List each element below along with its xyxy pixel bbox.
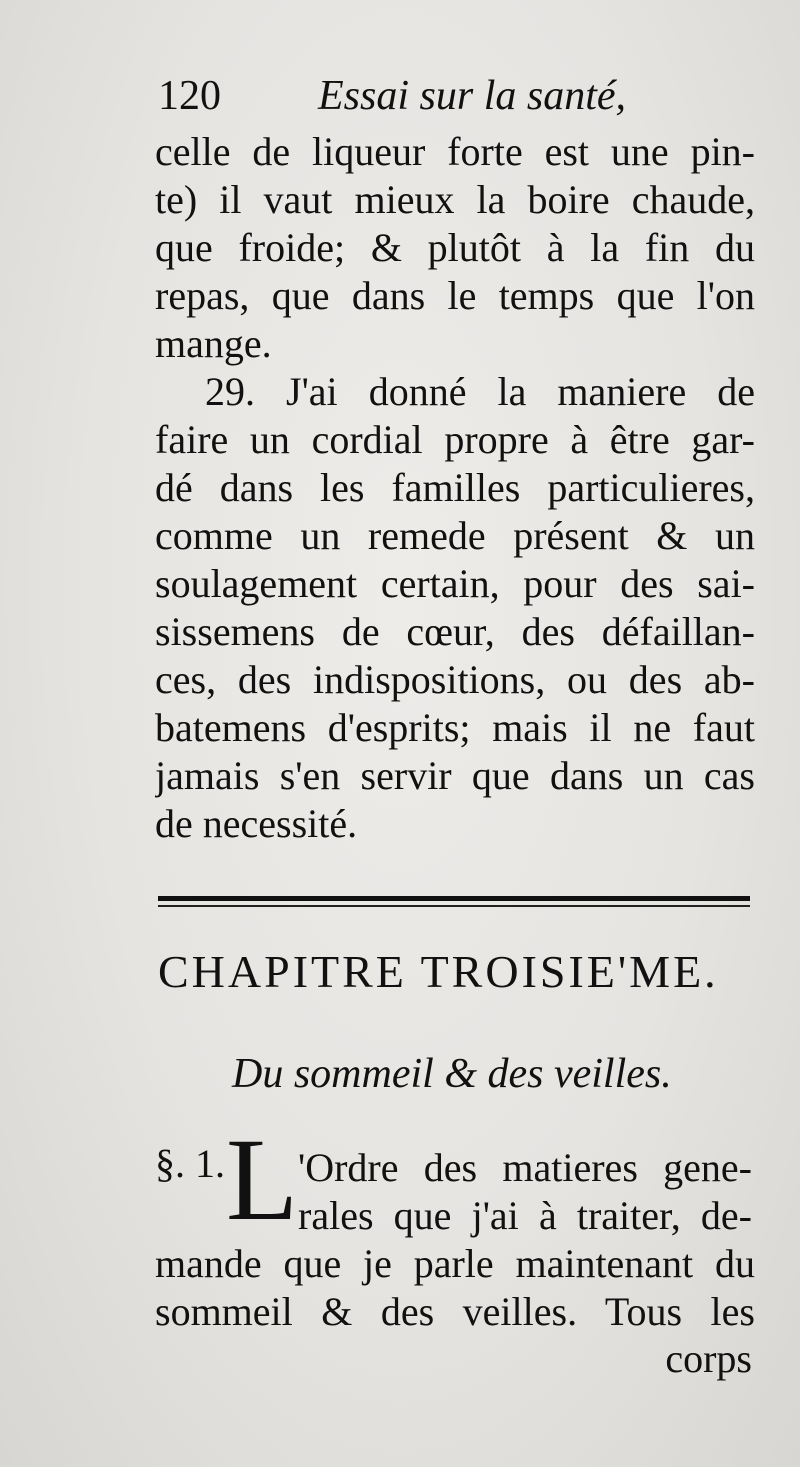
page-number: 120 — [158, 73, 221, 119]
text-line: mande que je parle maintenant du — [155, 1241, 755, 1286]
chapter-subtitle: Du sommeil & des veilles. — [232, 1051, 672, 1097]
section-body — [155, 1240, 755, 1336]
text-line: 29. J'ai donné la maniere de — [205, 369, 755, 414]
chapter-rule-thin — [158, 905, 750, 907]
text-line: que froide; & plutôt à la fin du — [155, 225, 755, 270]
text-line: jamais s'en servir que dans un cas — [155, 753, 755, 798]
chapter-title: CHAPITRE TROISIE'ME. — [158, 946, 719, 997]
text-line: sissemens de cœur, des défaillan- — [155, 609, 755, 654]
section-first-lines — [298, 1144, 752, 1240]
text-line: batemens d'esprits; mais il ne faut — [155, 705, 755, 750]
page-header — [158, 72, 758, 128]
running-title: Essai sur la santé, — [318, 73, 627, 119]
text-line: faire un cordial propre à être gar- — [155, 417, 755, 462]
text-line: rales que j'ai à traiter, de- — [298, 1193, 752, 1238]
text-line: celle de liqueur forte est une pin- — [155, 129, 755, 174]
drop-cap: L — [226, 1114, 299, 1245]
paragraph-continuation — [155, 128, 755, 368]
text-line: 'Ordre des matieres gene- — [298, 1145, 752, 1190]
chapter-rule-thick — [158, 896, 750, 901]
text-line: mange. — [155, 321, 272, 366]
text-line: sommeil & des veilles. Tous les — [155, 1289, 755, 1334]
text-line: de necessité. — [155, 801, 358, 846]
paragraph-29 — [155, 368, 755, 848]
text-line: comme un remede présent & un — [155, 513, 755, 558]
catchword: corps — [665, 1336, 752, 1381]
text-line: soulagement certain, pour des sai- — [155, 561, 755, 606]
text-line: te) il vaut mieux la boire chaude, — [155, 177, 755, 222]
section-label: §. 1. — [155, 1141, 225, 1186]
text-line: dé dans les familles particulieres, — [155, 465, 755, 510]
text-line: repas, que dans le temps que l'on — [155, 273, 755, 318]
text-line: ces, des indispositions, ou des ab- — [155, 657, 755, 702]
